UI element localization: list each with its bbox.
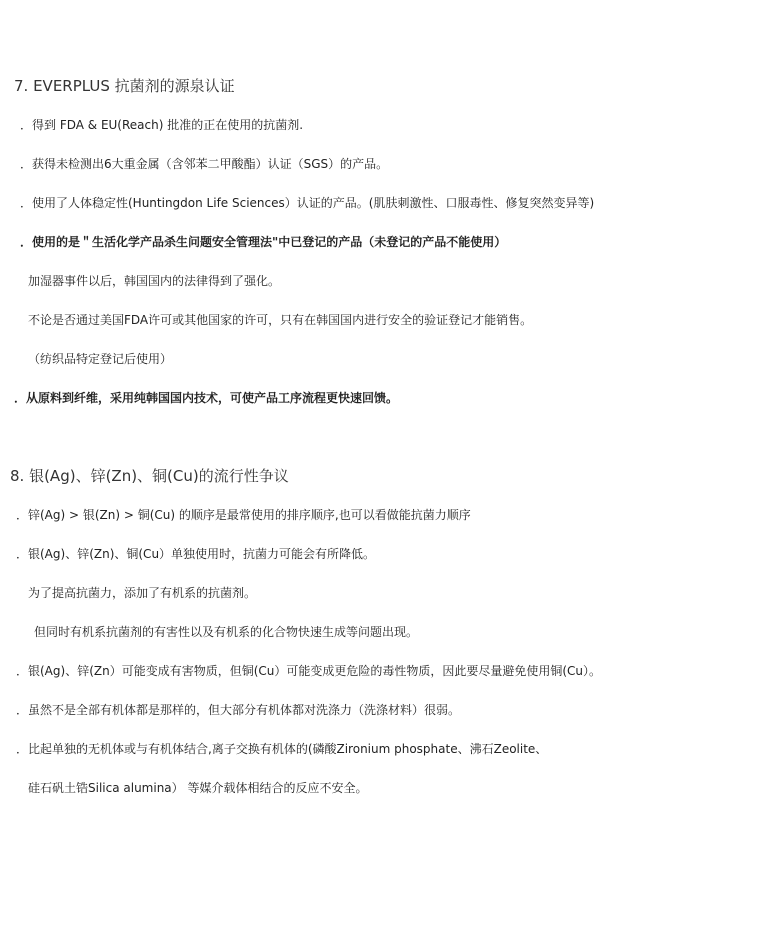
- section-7-item-fda: ．得到 FDA & EU(Reach) 批准的正在使用的抗菌剂.: [20, 118, 304, 132]
- section-8-heading: 8. 银(Ag)、锌(Zn)、铜(Cu)的流行性争议: [10, 467, 289, 485]
- section-8-item-copper: ．银(Ag)、锌(Zn）可能变成有害物质，但铜(Cu）可能变成更危险的毒性物质，因此要尽量避免使用铜(Cu）。: [16, 664, 602, 678]
- section-7-item-domestic: ．从原料到纤维，采用纯韩国国内技术，可使产品工序流程更快速回馈。: [14, 391, 399, 405]
- section-8-note-organic: 为了提高抗菌力，添加了有机系的抗菌剂。: [28, 586, 257, 600]
- section-8-item-washing: ．虽然不是全部有机体都是那样的，但大部分有机体都对洗涤力（洗涤材料）很弱。: [16, 703, 461, 717]
- section-8-item-carrier: ．比起单独的无机体或与有机体结合,离子交换有机体的(磷酸Zironium phosphate、沸石Zeolite、: [16, 742, 548, 756]
- section-7-item-registered: ．使用的是＂生活化学产品杀生问题安全管理法"中已登记的产品（未登记的产品不能使用）: [20, 235, 507, 249]
- section-8-item-single-use: ．银(Ag)、锌(Zn)、铜(Cu）单独使用时，抗菌力可能会有所降低。: [16, 547, 376, 561]
- section-7-item-sgs: ．获得未检测出6大重金属（含邻苯二甲酸酯）认证（SGS）的产品。: [20, 157, 389, 171]
- section-7-item-huntingdon: ．使用了人体稳定性(Huntingdon Life Sciences）认证的产品。(肌肤刺激性、口服毒性、修复突然变异等): [20, 196, 595, 210]
- section-8-note-harm: 但同时有机系抗菌剂的有害性以及有机系的化合物快速生成等问题出现。: [34, 625, 419, 639]
- section-8-item-order: ．锌(Ag) > 银(Zn) > 铜(Cu) 的顺序是最常使用的排序顺序,也可以看做能抗菌力顺序: [16, 508, 471, 522]
- section-7-note-textile: （纺织品特定登记后使用）: [28, 352, 173, 366]
- section-7-heading: 7. EVERPLUS 抗菌剂的源泉认证: [14, 77, 235, 95]
- section-7-note-law: 加湿器事件以后，韩国国内的法律得到了强化。: [28, 274, 281, 288]
- section-8-note-silica: 硅石矾土锆Silica alumina） 等媒介载体相结合的反应不安全。: [28, 781, 368, 795]
- section-7-note-fda: 不论是否通过美国FDA许可或其他国家的许可，只有在韩国国内进行安全的验证登记才能销售。: [28, 313, 533, 327]
